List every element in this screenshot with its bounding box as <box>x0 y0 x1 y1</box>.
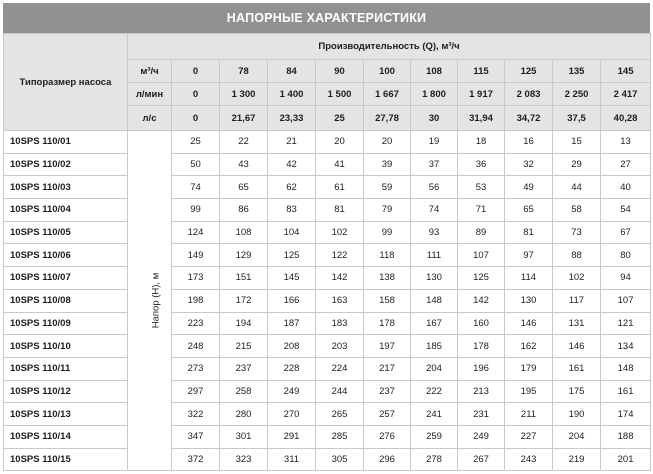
table-row <box>4 199 651 222</box>
flow-value: 108 <box>411 60 458 83</box>
table-row <box>4 335 651 358</box>
head-value: 172 <box>220 289 268 312</box>
head-value: 108 <box>220 221 268 244</box>
head-value: 19 <box>411 131 458 154</box>
head-value: 276 <box>364 425 411 448</box>
head-value: 74 <box>411 199 458 222</box>
flow-value: 0 <box>172 106 220 131</box>
head-value: 97 <box>505 244 553 267</box>
flow-value: 25 <box>316 106 364 131</box>
pump-model: 10SPS 110/08 <box>4 289 128 312</box>
table-row <box>4 448 651 471</box>
head-value: 178 <box>364 312 411 335</box>
head-value: 20 <box>316 131 364 154</box>
head-value: 322 <box>172 403 220 426</box>
head-value: 99 <box>172 199 220 222</box>
head-value: 86 <box>220 199 268 222</box>
head-value: 25 <box>172 131 220 154</box>
head-axis-cell <box>128 131 172 471</box>
head-value: 211 <box>505 403 553 426</box>
head-value: 56 <box>411 176 458 199</box>
flow-value: 78 <box>220 60 268 83</box>
head-value: 198 <box>172 289 220 312</box>
head-value: 107 <box>458 244 505 267</box>
table-row <box>4 289 651 312</box>
head-label: Напор (H), м <box>150 272 162 329</box>
head-value: 197 <box>364 335 411 358</box>
head-value: 42 <box>268 153 316 176</box>
head-value: 65 <box>220 176 268 199</box>
head-value: 201 <box>601 448 651 471</box>
flow-value: 135 <box>553 60 601 83</box>
head-value: 244 <box>316 380 364 403</box>
head-value: 148 <box>411 289 458 312</box>
flow-rate-header: Производительность (Q), м³/ч <box>128 34 651 60</box>
head-value: 138 <box>364 267 411 290</box>
head-value: 222 <box>411 380 458 403</box>
flow-value: 1 400 <box>268 83 316 106</box>
head-value: 49 <box>505 176 553 199</box>
head-value: 372 <box>172 448 220 471</box>
head-characteristics-table <box>3 33 651 471</box>
head-value: 145 <box>268 267 316 290</box>
table-title: НАПОРНЫЕ ХАРАКТЕРИСТИКИ <box>3 3 650 33</box>
flow-value: 1 667 <box>364 83 411 106</box>
head-value: 280 <box>220 403 268 426</box>
head-value: 296 <box>364 448 411 471</box>
head-value: 241 <box>411 403 458 426</box>
head-value: 146 <box>505 312 553 335</box>
head-value: 149 <box>172 244 220 267</box>
head-value: 43 <box>220 153 268 176</box>
head-value: 237 <box>364 380 411 403</box>
head-value: 270 <box>268 403 316 426</box>
head-value: 50 <box>172 153 220 176</box>
head-value: 36 <box>458 153 505 176</box>
flow-value: 31,94 <box>458 106 505 131</box>
head-value: 163 <box>316 289 364 312</box>
head-value: 22 <box>220 131 268 154</box>
head-value: 27 <box>601 153 651 176</box>
head-value: 158 <box>364 289 411 312</box>
head-value: 129 <box>220 244 268 267</box>
head-value: 265 <box>316 403 364 426</box>
head-value: 160 <box>458 312 505 335</box>
head-value: 311 <box>268 448 316 471</box>
head-value: 80 <box>601 244 651 267</box>
flow-value: 37,5 <box>553 106 601 131</box>
head-value: 83 <box>268 199 316 222</box>
head-value: 259 <box>411 425 458 448</box>
head-value: 13 <box>601 131 651 154</box>
flow-value: 1 917 <box>458 83 505 106</box>
head-value: 224 <box>316 357 364 380</box>
head-value: 88 <box>553 244 601 267</box>
flow-value: 21,67 <box>220 106 268 131</box>
flow-value: 1 300 <box>220 83 268 106</box>
head-value: 273 <box>172 357 220 380</box>
head-value: 167 <box>411 312 458 335</box>
flow-value: 2 250 <box>553 83 601 106</box>
flow-value: 23,33 <box>268 106 316 131</box>
table-body <box>4 131 651 471</box>
flow-value: 30 <box>411 106 458 131</box>
head-value: 122 <box>316 244 364 267</box>
head-value: 178 <box>458 335 505 358</box>
table-row <box>4 244 651 267</box>
head-value: 74 <box>172 176 220 199</box>
head-value: 62 <box>268 176 316 199</box>
head-value: 267 <box>458 448 505 471</box>
table-row <box>4 425 651 448</box>
pump-model: 10SPS 110/10 <box>4 335 128 358</box>
head-value: 278 <box>411 448 458 471</box>
head-value: 249 <box>268 380 316 403</box>
head-value: 93 <box>411 221 458 244</box>
pump-model: 10SPS 110/03 <box>4 176 128 199</box>
head-value: 102 <box>553 267 601 290</box>
flow-value: 90 <box>316 60 364 83</box>
head-value: 18 <box>458 131 505 154</box>
head-value: 204 <box>411 357 458 380</box>
table-header <box>4 34 651 131</box>
flow-value: 84 <box>268 60 316 83</box>
head-value: 291 <box>268 425 316 448</box>
head-value: 131 <box>553 312 601 335</box>
head-value: 81 <box>505 221 553 244</box>
pump-model: 10SPS 110/05 <box>4 221 128 244</box>
head-value: 237 <box>220 357 268 380</box>
head-value: 194 <box>220 312 268 335</box>
head-value: 195 <box>505 380 553 403</box>
head-value: 219 <box>553 448 601 471</box>
unit-label: л/мин <box>128 83 172 106</box>
flow-value: 1 800 <box>411 83 458 106</box>
head-value: 81 <box>316 199 364 222</box>
pump-model: 10SPS 110/01 <box>4 131 128 154</box>
head-value: 243 <box>505 448 553 471</box>
head-value: 15 <box>553 131 601 154</box>
head-value: 20 <box>364 131 411 154</box>
unit-label: л/с <box>128 106 172 131</box>
flow-value: 1 500 <box>316 83 364 106</box>
head-value: 183 <box>316 312 364 335</box>
head-value: 231 <box>458 403 505 426</box>
head-value: 41 <box>316 153 364 176</box>
pump-model: 10SPS 110/04 <box>4 199 128 222</box>
head-value: 61 <box>316 176 364 199</box>
head-value: 73 <box>553 221 601 244</box>
head-value: 175 <box>553 380 601 403</box>
head-value: 215 <box>220 335 268 358</box>
head-value: 104 <box>268 221 316 244</box>
table-row <box>4 153 651 176</box>
head-value: 111 <box>411 244 458 267</box>
head-value: 102 <box>316 221 364 244</box>
head-value: 142 <box>316 267 364 290</box>
table-row <box>4 380 651 403</box>
head-value: 223 <box>172 312 220 335</box>
unit-label: м³/ч <box>128 60 172 83</box>
head-value: 227 <box>505 425 553 448</box>
table-row <box>4 357 651 380</box>
pump-model: 10SPS 110/12 <box>4 380 128 403</box>
head-value: 54 <box>601 199 651 222</box>
head-value: 187 <box>268 312 316 335</box>
head-value: 203 <box>316 335 364 358</box>
head-value: 124 <box>172 221 220 244</box>
head-value: 94 <box>601 267 651 290</box>
head-value: 32 <box>505 153 553 176</box>
head-value: 114 <box>505 267 553 290</box>
head-value: 196 <box>458 357 505 380</box>
head-value: 179 <box>505 357 553 380</box>
flow-value: 100 <box>364 60 411 83</box>
head-value: 305 <box>316 448 364 471</box>
head-value: 347 <box>172 425 220 448</box>
pump-model: 10SPS 110/14 <box>4 425 128 448</box>
flow-value: 125 <box>505 60 553 83</box>
head-value: 99 <box>364 221 411 244</box>
pump-model: 10SPS 110/09 <box>4 312 128 335</box>
head-value: 297 <box>172 380 220 403</box>
head-value: 248 <box>172 335 220 358</box>
flow-value: 145 <box>601 60 651 83</box>
table-row <box>4 312 651 335</box>
head-value: 217 <box>364 357 411 380</box>
head-value: 208 <box>268 335 316 358</box>
head-value: 21 <box>268 131 316 154</box>
head-value: 190 <box>553 403 601 426</box>
pump-model: 10SPS 110/07 <box>4 267 128 290</box>
flow-value: 27,78 <box>364 106 411 131</box>
head-value: 162 <box>505 335 553 358</box>
head-value: 130 <box>505 289 553 312</box>
flow-value: 0 <box>172 83 220 106</box>
head-value: 59 <box>364 176 411 199</box>
head-value: 79 <box>364 199 411 222</box>
pump-model: 10SPS 110/15 <box>4 448 128 471</box>
flow-value: 0 <box>172 60 220 83</box>
head-value: 258 <box>220 380 268 403</box>
head-value: 134 <box>601 335 651 358</box>
head-value: 65 <box>505 199 553 222</box>
flow-value: 40,28 <box>601 106 651 131</box>
table-row <box>4 221 651 244</box>
pump-size-header: Типоразмер насоса <box>4 34 128 131</box>
head-value: 107 <box>601 289 651 312</box>
head-value: 146 <box>553 335 601 358</box>
head-value: 40 <box>601 176 651 199</box>
head-value: 174 <box>601 403 651 426</box>
flow-value: 115 <box>458 60 505 83</box>
table-row <box>4 403 651 426</box>
head-value: 166 <box>268 289 316 312</box>
pump-model: 10SPS 110/06 <box>4 244 128 267</box>
head-value: 161 <box>553 357 601 380</box>
head-value: 257 <box>364 403 411 426</box>
head-value: 130 <box>411 267 458 290</box>
head-value: 37 <box>411 153 458 176</box>
head-value: 173 <box>172 267 220 290</box>
head-value: 142 <box>458 289 505 312</box>
table-row <box>4 131 651 154</box>
head-value: 29 <box>553 153 601 176</box>
head-value: 44 <box>553 176 601 199</box>
head-value: 71 <box>458 199 505 222</box>
head-value: 249 <box>458 425 505 448</box>
pump-model: 10SPS 110/11 <box>4 357 128 380</box>
head-value: 16 <box>505 131 553 154</box>
pump-model: 10SPS 110/13 <box>4 403 128 426</box>
head-value: 185 <box>411 335 458 358</box>
flow-value: 2 417 <box>601 83 651 106</box>
head-value: 188 <box>601 425 651 448</box>
head-value: 285 <box>316 425 364 448</box>
flow-value: 2 083 <box>505 83 553 106</box>
flow-value: 34,72 <box>505 106 553 131</box>
table-row <box>4 267 651 290</box>
head-value: 121 <box>601 312 651 335</box>
table-row <box>4 176 651 199</box>
head-value: 125 <box>268 244 316 267</box>
head-value: 125 <box>458 267 505 290</box>
head-value: 151 <box>220 267 268 290</box>
head-value: 228 <box>268 357 316 380</box>
head-value: 301 <box>220 425 268 448</box>
head-value: 161 <box>601 380 651 403</box>
head-value: 148 <box>601 357 651 380</box>
head-value: 39 <box>364 153 411 176</box>
pump-model: 10SPS 110/02 <box>4 153 128 176</box>
head-value: 213 <box>458 380 505 403</box>
head-value: 53 <box>458 176 505 199</box>
head-value: 118 <box>364 244 411 267</box>
head-value: 323 <box>220 448 268 471</box>
head-value: 117 <box>553 289 601 312</box>
head-value: 89 <box>458 221 505 244</box>
head-value: 67 <box>601 221 651 244</box>
head-value: 204 <box>553 425 601 448</box>
head-value: 58 <box>553 199 601 222</box>
